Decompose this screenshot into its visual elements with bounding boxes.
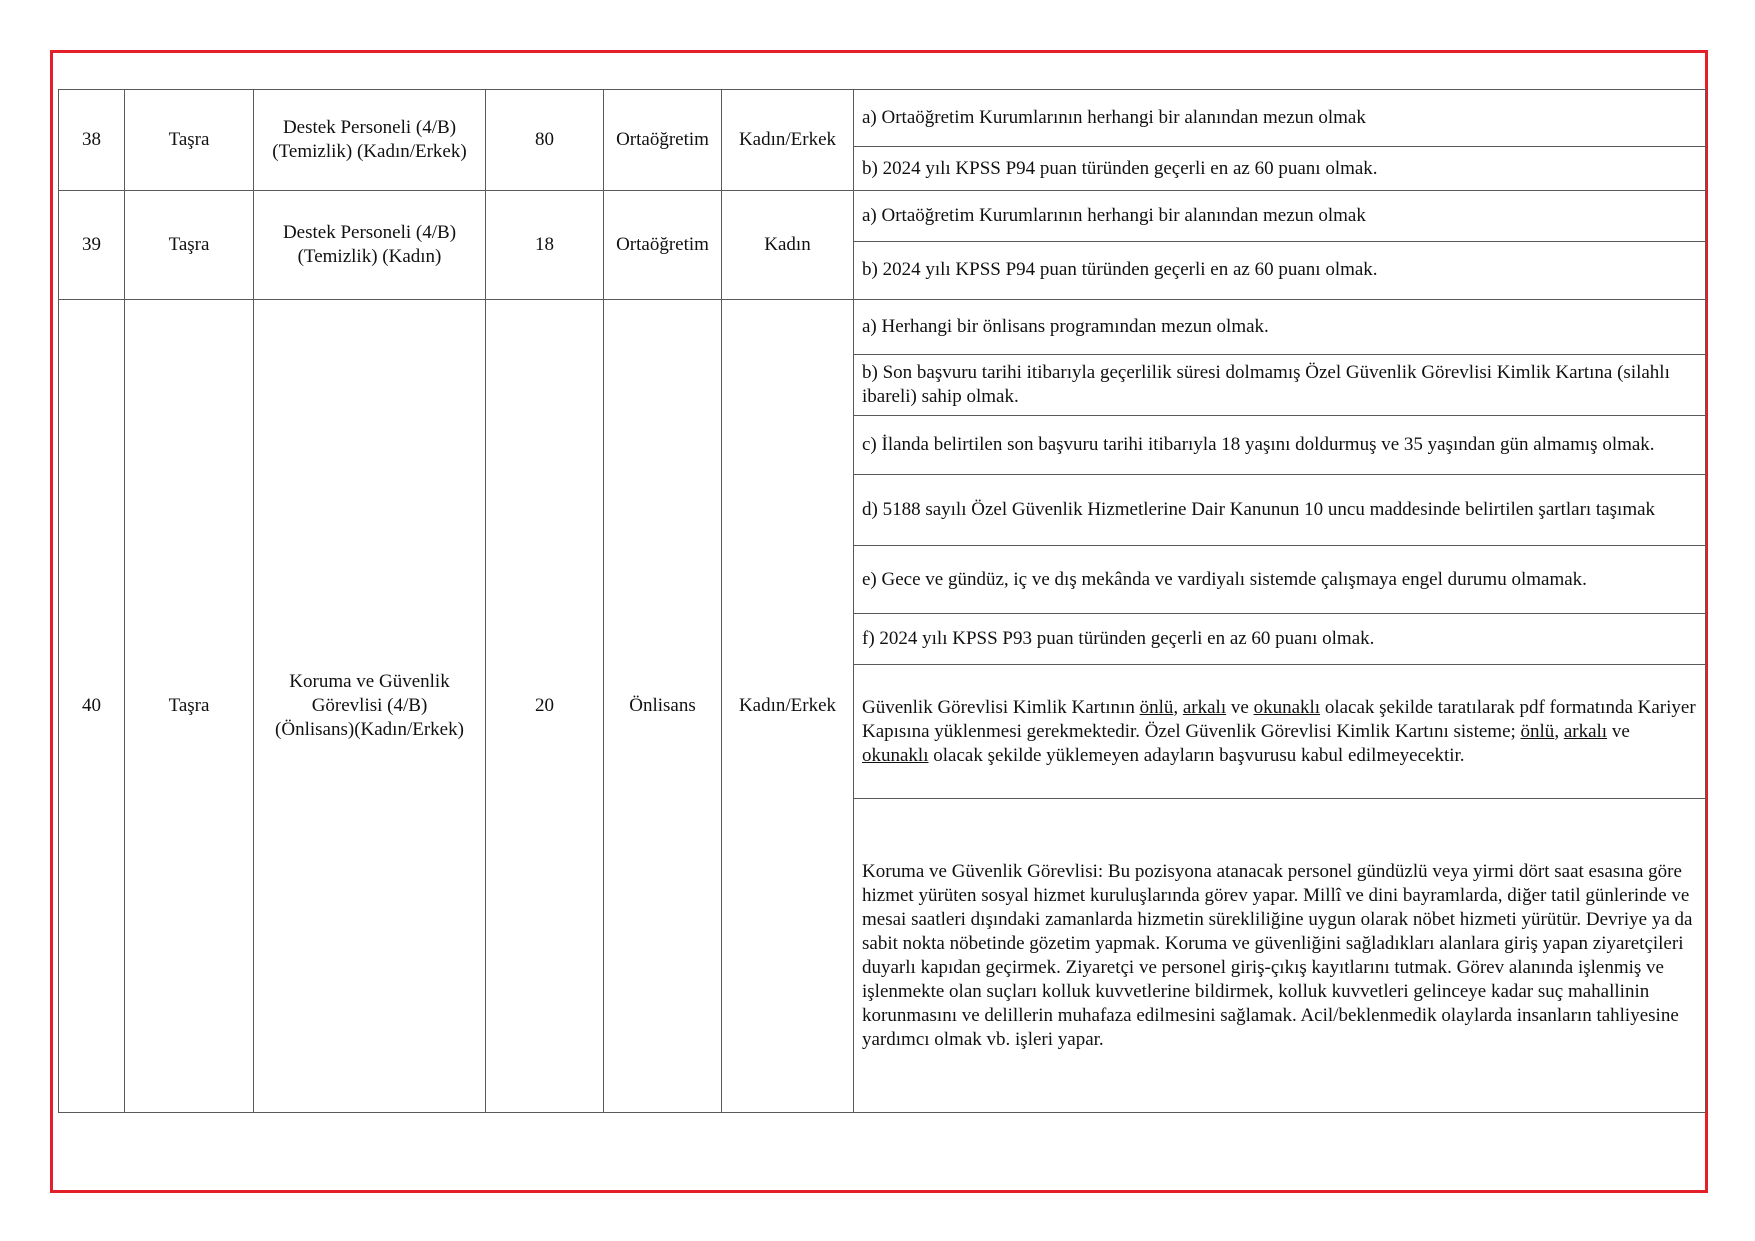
quota-cell: 18 <box>486 191 604 300</box>
position-title-line: (Temizlik) (Kadın) <box>297 246 442 268</box>
gender-cell: Kadın <box>722 191 854 300</box>
note-emphasis: okunaklı <box>1253 696 1321 718</box>
requirement-cell: a) Ortaöğretim Kurumlarının herhangi bir alanından mezun olmak <box>854 191 1706 241</box>
table-row <box>59 299 1706 354</box>
positions-table <box>58 89 1706 1113</box>
requirement-cell: c) İlanda belirtilen son başvuru tarihi itibarıyla 18 yaşını doldurmuş ve 35 yaşından gün almamış olmak. <box>854 415 1706 474</box>
row-number: 39 <box>59 191 125 300</box>
table-row <box>59 90 1706 147</box>
note-text: ve <box>1226 696 1254 718</box>
education-cell: Önlisans <box>604 299 722 1112</box>
row-number: 38 <box>59 90 125 191</box>
education-cell: Ortaöğretim <box>604 90 722 191</box>
job-description-cell: Koruma ve Güvenlik Görevlisi: Bu pozisyona atanacak personel gündüzlü veya yirmi dört saat esasına göre hizmet yürüten sosyal hizmet kuruluşlarında görev yapar. Millî ve dini bayramlarda, diğer tatil günlerinde ve mesai saatleri dışındaki zamanlarda hizmetin sürekliliğine uygun olarak nöbet hizmeti yürütür. Devriye ya da sabit nokta nöbetinde gözetim yapmak. Koruma ve güvenliğini sağladıkları alanlara giriş yapan ziyaretçileri duyarlı kapıdan geçirmek. Ziyaretçi ve personel giriş-çıkış kayıtlarını tutmak. Görev alanında işlenmiş ve işlenmekte olan suçları kolluk kuvvetlerine bildirmek, kolluk kuvvetleri gelinceye kadar suç mahallinin korunmasını ve delillerin muhafaza edilmesini sağlamak. Acil/beklenmedik olaylarda insanların tahliyesine yardımcı olmak vb. işleri yapar. <box>854 799 1706 1113</box>
requirement-cell: b) 2024 yılı KPSS P94 puan türünden geçerli en az 60 puanı olmak. <box>854 147 1706 191</box>
note-emphasis: arkalı <box>1182 696 1227 718</box>
note-text: Güvenlik Görevlisi Kimlik Kartının <box>862 696 1140 718</box>
requirement-cell: b) Son başvuru tarihi itibarıyla geçerlilik süresi dolmamış Özel Güvenlik Görevlisi Kimlik Kartına (silahlı ibareli) sahip olmak. <box>854 355 1706 415</box>
quota-cell: 80 <box>486 90 604 191</box>
id-card-upload-note <box>854 664 1706 799</box>
requirement-cell: f) 2024 yılı KPSS P93 puan türünden geçerli en az 60 puanı olmak. <box>854 614 1706 664</box>
quota-cell: 20 <box>486 299 604 1112</box>
position-title-cell <box>254 191 486 300</box>
note-emphasis: önlü <box>1520 720 1555 742</box>
position-title-line: Destek Personeli (4/B) <box>282 222 457 244</box>
position-title-line: Görevlisi (4/B) <box>311 694 428 716</box>
position-title-line: Destek Personeli (4/B) <box>282 117 457 139</box>
requirement-cell: a) Herhangi bir önlisans programından mezun olmak. <box>854 299 1706 354</box>
note-text: , <box>1554 720 1564 742</box>
note-emphasis: arkalı <box>1563 720 1608 742</box>
education-cell: Ortaöğretim <box>604 191 722 300</box>
row-number: 40 <box>59 299 125 1112</box>
requirement-cell: d) 5188 sayılı Özel Güvenlik Hizmetlerine Dair Kanunun 10 uncu maddesinde belirtilen şartları taşımak <box>854 474 1706 545</box>
requirement-cell: a) Ortaöğretim Kurumlarının herhangi bir alanından mezun olmak <box>854 90 1706 147</box>
position-title-line: Koruma ve Güvenlik <box>289 670 450 692</box>
note-text: , <box>1173 696 1183 718</box>
position-title-cell <box>254 299 486 1112</box>
requirement-cell: e) Gece ve gündüz, iç ve dış mekânda ve vardiyalı sistemde çalışmaya engel durumu olmamak. <box>854 546 1706 614</box>
note-text: olacak şekilde yüklemeyen adayların başvurusu kabul edilmeyecektir. <box>928 744 1465 766</box>
unit-cell: Taşra <box>125 299 254 1112</box>
gender-cell: Kadın/Erkek <box>722 299 854 1112</box>
position-title-line: (Önlisans)(Kadın/Erkek) <box>275 718 464 740</box>
requirement-cell: b) 2024 yılı KPSS P94 puan türünden geçerli en az 60 puanı olmak. <box>854 241 1706 299</box>
unit-cell: Taşra <box>125 90 254 191</box>
note-emphasis: okunaklı <box>862 744 929 766</box>
note-text: ve <box>1607 720 1630 742</box>
table-row <box>59 191 1706 241</box>
note-text: olacak şekilde taratılarak pdf formatında Kariyer Kapısına yüklenmesi gerekmektedir. Özel Güvenlik Görevlisi Kimlik Kartını sisteme; <box>862 696 1696 742</box>
position-title-cell <box>254 90 486 191</box>
gender-cell: Kadın/Erkek <box>722 90 854 191</box>
position-title-line: (Temizlik) (Kadın/Erkek) <box>272 141 467 163</box>
unit-cell: Taşra <box>125 191 254 300</box>
note-emphasis: önlü <box>1139 696 1174 718</box>
